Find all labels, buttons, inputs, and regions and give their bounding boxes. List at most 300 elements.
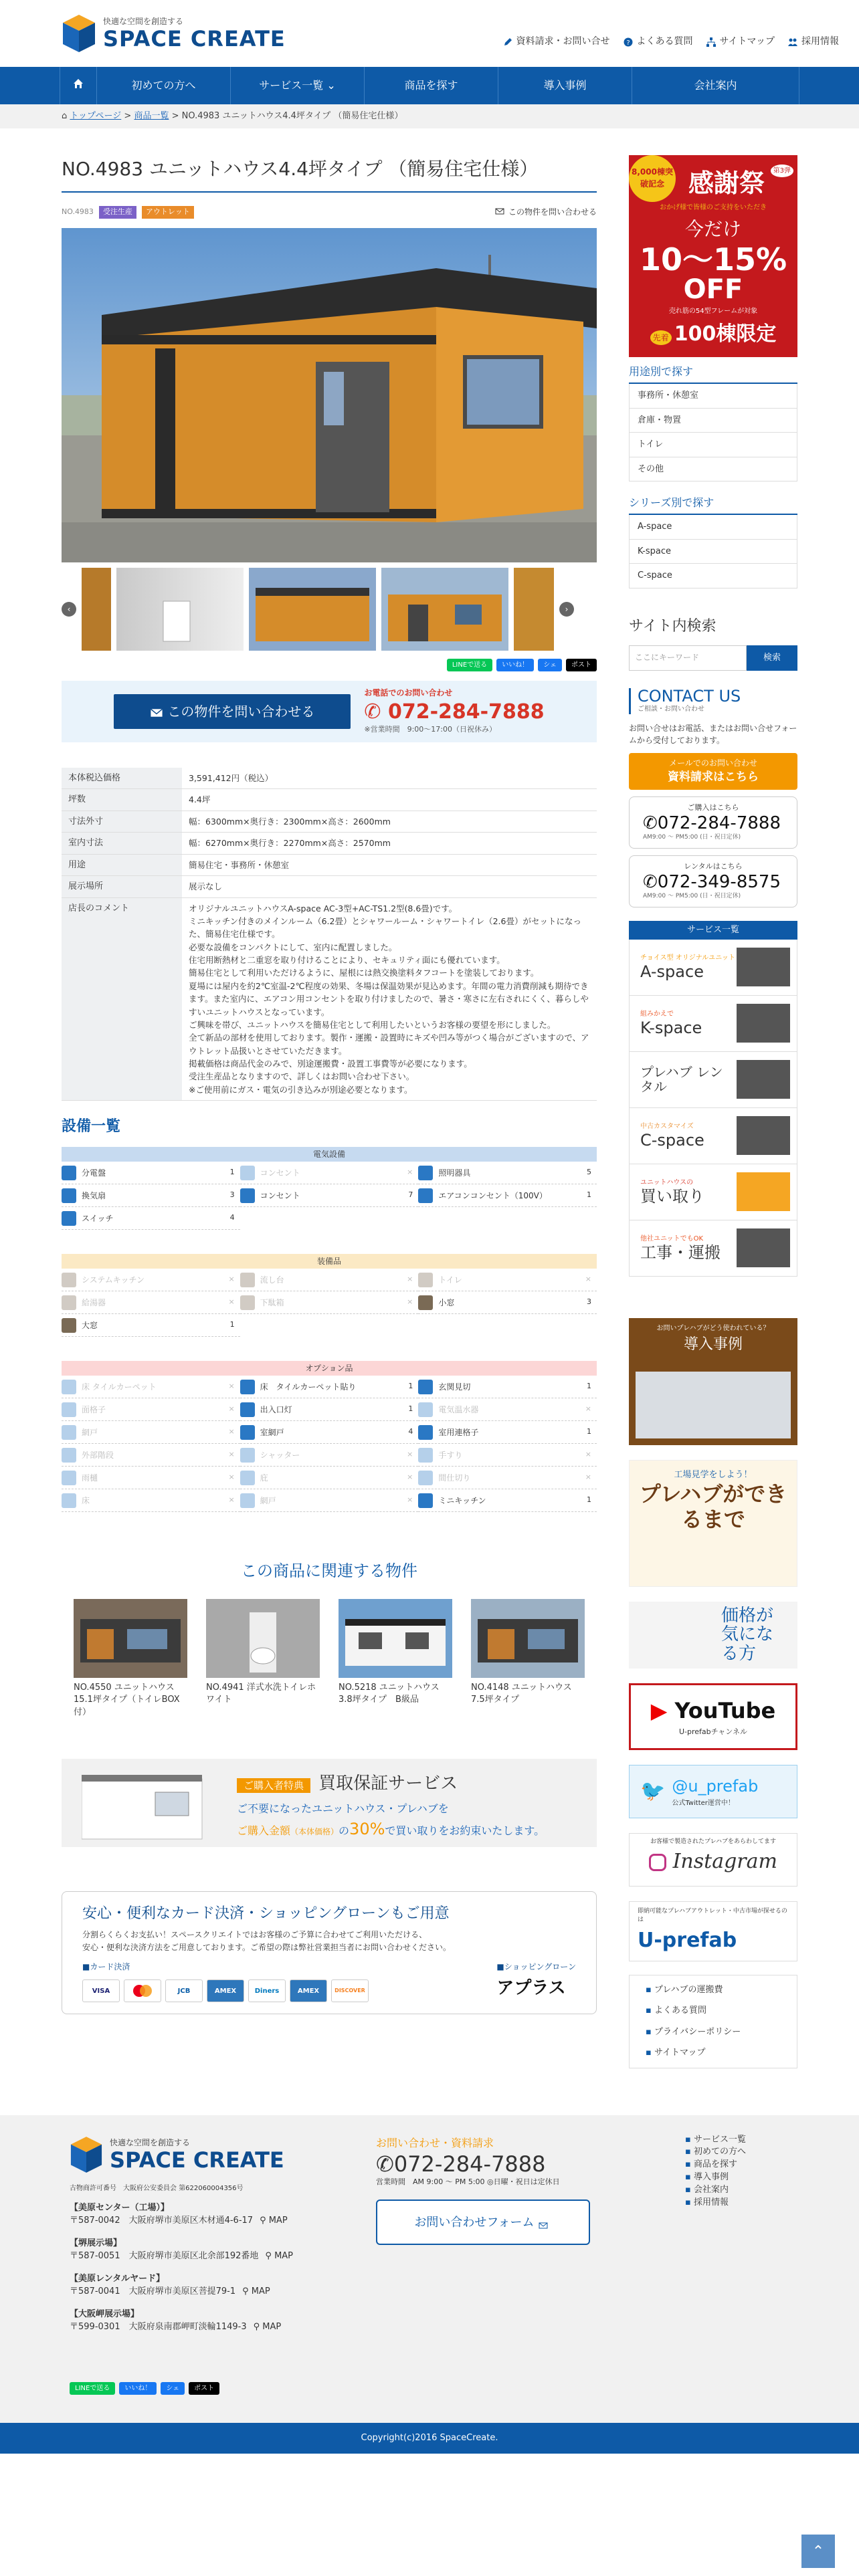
footer-link[interactable] (685, 2184, 746, 2197)
product-contact-button[interactable] (114, 694, 351, 729)
sidebar-use-link[interactable]: トイレ (629, 433, 797, 457)
crumb-current: NO.4983 ユニットハウス4.4坪タイプ （簡易住宅仕様） (181, 111, 403, 121)
factory-sub: 工場見学をしよう！ (674, 1469, 753, 1480)
spec-table (62, 768, 597, 1101)
facebook-like-button[interactable]: いいね！ (119, 2382, 157, 2395)
factory-title: プレハブができるまで (639, 1481, 787, 1533)
breadcrumb (0, 104, 859, 128)
thumbnail[interactable] (82, 568, 111, 651)
related-image (471, 1599, 585, 1678)
equipment-section (62, 1361, 597, 1512)
nav-first-time[interactable]: 初めての方へ (97, 67, 231, 104)
twitter-sub: 公式Twitter運営中！ (672, 1800, 735, 1807)
equipment-icon (240, 1471, 255, 1485)
service-item[interactable] (629, 1052, 797, 1108)
payment-title: 安心・便利なカード決済・ショッピングローンもご用意 (82, 1905, 450, 1922)
crumb-sep: > (124, 111, 132, 121)
service-item[interactable] (629, 1108, 797, 1164)
line-share-button[interactable]: LINEで送る (447, 659, 492, 671)
services-menu (629, 921, 797, 1277)
equipment-name: トイレ (438, 1275, 462, 1285)
office-map-link[interactable] (242, 2286, 270, 2296)
equipment-count: × (407, 1168, 413, 1177)
equipment-count: 3 (229, 1190, 235, 1200)
footer-links (685, 2134, 746, 2210)
equipment-section (62, 1147, 597, 1230)
office-map-link[interactable] (260, 2216, 288, 2226)
service-name: C-space (640, 1131, 704, 1150)
office-address-text: 〒587-0051 大阪府堺市美原区北余部192番地 (70, 2251, 259, 2261)
office-address (70, 2285, 351, 2298)
equipment-name: ミニキッチン (438, 1495, 486, 1505)
bullet-icon: ▪ (646, 1984, 654, 1995)
carousel-next-button[interactable]: › (559, 602, 574, 617)
equipment-icon (418, 1273, 433, 1287)
sidebar-series-link[interactable]: K-space (629, 540, 797, 564)
bullet-icon: ▪ (646, 2026, 654, 2037)
equipment-count: 1 (229, 1320, 235, 1329)
chevron-up-icon: ⌃ (812, 2543, 825, 2560)
equipment-icon (418, 1295, 433, 1310)
toplink-contact[interactable] (503, 35, 610, 49)
sidebar-footer-link[interactable] (639, 1979, 787, 2001)
purchase-phone-number: 072-284-7888 (657, 813, 781, 833)
related-item[interactable] (339, 1599, 452, 1719)
equipment-name: 床 タイルカーペット貼り (260, 1382, 357, 1392)
equipment-item (62, 1489, 240, 1512)
equipment-item (418, 1444, 597, 1467)
footer-company (70, 2135, 351, 2395)
spec-key: 寸法外寸 (62, 811, 182, 833)
service-item[interactable] (629, 1164, 797, 1220)
related-title: この商品に関連する物件 (241, 1562, 417, 1581)
banner-off: OFF (683, 274, 743, 306)
equipment-count: 4 (408, 1427, 413, 1436)
bullet-icon: ▪ (685, 2184, 694, 2195)
equipment-name: コンセント (260, 1168, 300, 1178)
related-image (74, 1599, 187, 1678)
equipment-icon (240, 1493, 255, 1508)
equipment-item (62, 1467, 240, 1489)
equipment-icon (418, 1493, 433, 1508)
equipment-item (418, 1489, 597, 1512)
equipment-item (62, 1421, 240, 1444)
footer-form-label: お問い合わせフォーム (414, 2215, 535, 2230)
service-name: 工事・運搬 (640, 1243, 721, 1263)
thumbnail[interactable] (514, 568, 554, 651)
sidebar-series-link[interactable]: A-space (629, 515, 797, 540)
by-series-list (629, 515, 797, 588)
ask-about-link[interactable] (495, 206, 597, 218)
bullet-icon: ▪ (685, 2159, 694, 2170)
spec-key: 展示場所 (62, 876, 182, 898)
site-search-title: サイト内検索 (629, 617, 717, 635)
mail-icon (150, 705, 163, 718)
thumbnail[interactable] (249, 568, 376, 651)
equipment-count: × (585, 1450, 591, 1459)
equipment-icon (62, 1188, 76, 1203)
product-contact-box (62, 681, 597, 742)
bullet-icon: ▪ (685, 2172, 694, 2183)
toplink-sitemap[interactable] (706, 35, 775, 49)
banner-limit: 100棟限定 (674, 322, 777, 346)
buyback-banner[interactable] (62, 1759, 597, 1847)
mail-request-button[interactable] (629, 753, 797, 790)
buyback-title: 買取保証サービス (318, 1773, 458, 1794)
twitter-handle: @u_prefab (672, 1777, 759, 1796)
equipment-item (62, 1444, 240, 1467)
service-sub: 他社ユニットでもOK (640, 1235, 704, 1243)
price-title: 価格が気になる方 (721, 1605, 774, 1664)
nav-services[interactable]: サービス一覧 ⌄ (231, 67, 365, 104)
discover-logo: DISCOVER (331, 1979, 369, 2002)
card-logos (82, 1979, 369, 2002)
factory-banner[interactable] (629, 1460, 797, 1587)
diners-logo: Diners (248, 1979, 286, 2002)
bullet-icon: ▪ (646, 2006, 654, 2016)
payment-banner[interactable] (62, 1891, 597, 2014)
instagram-icon (649, 1854, 666, 1871)
office-address-text: 〒599-0301 大阪府泉南郡岬町淡輪1149-3 (70, 2322, 247, 2332)
footer-link-label: 会社案内 (693, 2184, 729, 2195)
equipment-icon (62, 1448, 76, 1463)
equipment-item (418, 1398, 597, 1421)
visa-logo: VISA (82, 1979, 120, 2002)
office-map-link[interactable] (254, 2322, 282, 2332)
equipment-item (62, 1314, 240, 1337)
sidebar-use-link[interactable]: その他 (629, 457, 797, 482)
equipment-item (240, 1376, 419, 1398)
equipment-icon (62, 1273, 76, 1287)
bullet-icon: ▪ (685, 2197, 694, 2208)
spec-key: 室内寸法 (62, 833, 182, 855)
product-contact-label: この物件を問い合わせる (167, 703, 315, 720)
buyback-badge: ご購入者特典 (237, 1778, 310, 1793)
spec-row (62, 897, 597, 1101)
instagram-title: Instagram (672, 1850, 777, 1873)
equipment-name: 網戸 (82, 1427, 98, 1437)
equipment-name: コンセント (260, 1190, 300, 1200)
contact-text: お問い合せはお電話、またはお問い合せフォームから受付しております。 (629, 723, 797, 745)
services-title: サービス一覧 (629, 921, 797, 940)
nav-company[interactable]: 会社案内 (632, 67, 799, 104)
equipment-count: 1 (229, 1168, 235, 1177)
service-item[interactable] (629, 996, 797, 1052)
equipment-section-title: 電気設備 (62, 1147, 597, 1162)
spec-row (62, 833, 597, 855)
purchase-phone-label: ご購入はこちら (687, 803, 739, 812)
equipment-count: × (585, 1473, 591, 1482)
rental-phone-box[interactable] (629, 855, 797, 907)
bullet-icon: ▪ (685, 2147, 694, 2157)
equipment-name: 間仕切り (438, 1473, 471, 1483)
service-text (640, 1234, 727, 1261)
thumbnail[interactable] (381, 568, 508, 651)
related-item[interactable] (206, 1599, 320, 1719)
service-image (737, 1172, 790, 1211)
cases-banner[interactable] (629, 1318, 797, 1445)
equipment-name: 給湯器 (82, 1297, 106, 1307)
payment-text: 分割らくらくお支払い！スペースクリエイトではお客様のご予算に合わせてご利用いただける、 安心・便利な決済方法をご用意しております。ご希望の際は弊社営業担当者にお問い合わせください。 (82, 1929, 452, 1952)
equipment-name: 庇 (260, 1473, 268, 1483)
purchase-phone-box[interactable] (629, 796, 797, 849)
equipment-count: 1 (586, 1190, 591, 1200)
footer-link[interactable] (685, 2159, 746, 2171)
facebook-like-button[interactable]: いいね！ (496, 659, 534, 671)
site-footer (0, 2115, 859, 2423)
toplink-recruit-label: 採用情報 (801, 36, 839, 47)
service-item[interactable] (629, 940, 797, 996)
contact-subtitle: ご相談・お問い合わせ (638, 705, 704, 713)
spec-value: 展示なし (182, 876, 597, 898)
price-banner[interactable] (629, 1602, 797, 1669)
toplink-faq[interactable] (624, 35, 693, 49)
spec-value: 簡易住宅・事務所・休憩室 (182, 854, 597, 876)
equipment-count: × (228, 1473, 235, 1482)
office (70, 2308, 351, 2334)
uprefab-title: U-prefab (638, 1928, 737, 1952)
office-map-label: MAP (274, 2251, 294, 2261)
cases-title: 導入事例 (683, 1335, 743, 1353)
carousel-prev-button[interactable]: ‹ (62, 602, 76, 617)
equipment-name: 電気温水器 (438, 1404, 479, 1414)
product-main-image[interactable] (62, 228, 597, 562)
equipment-count: × (228, 1495, 235, 1505)
footer-logo[interactable] (70, 2135, 351, 2174)
equipment-count: 5 (586, 1168, 591, 1177)
by-use-title: 用途別で探す (629, 364, 797, 384)
equipment-icon (62, 1295, 76, 1310)
office-map-link[interactable] (265, 2251, 293, 2261)
logo-cube-icon (70, 2135, 103, 2174)
sidebar-footer-link-label: よくある質問 (654, 2006, 706, 2016)
site-search (629, 615, 797, 671)
sidebar-series-link[interactable]: C-space (629, 564, 797, 588)
youtube-banner[interactable] (629, 1683, 797, 1750)
equipment-item (240, 1184, 419, 1207)
phone-number[interactable] (364, 699, 544, 725)
sidebar-use-link[interactable]: 倉庫・物置 (629, 409, 797, 433)
equipment-icon (240, 1448, 255, 1463)
equipment-count: 1 (586, 1382, 591, 1391)
cases-photo (636, 1372, 791, 1438)
sidebar-footer-link-label: サイトマップ (654, 2048, 706, 2058)
related-caption: NO.4550 ユニットハウス15.1坪タイプ（トイレBOX付） (74, 1683, 180, 1717)
service-item[interactable] (629, 1220, 797, 1277)
footer-hours: 営業時間 AM 9:00 ～ PM 5:00 ◎日曜・祝日は定休日 (376, 2177, 560, 2186)
equipment-section-title: オプション品 (62, 1361, 597, 1376)
spec-value: 4.4坪 (182, 789, 597, 811)
sidebar-use-link[interactable]: 事務所・休憩室 (629, 384, 797, 409)
sale-banner[interactable] (629, 155, 797, 357)
buyback-body-price: （本体価格） (290, 1826, 339, 1836)
equipment-grid (62, 1269, 597, 1337)
office-map-label: MAP (251, 2286, 270, 2296)
search-input[interactable]: ここにキーワード (629, 645, 747, 671)
equipment-count: × (585, 1404, 591, 1414)
office (70, 2237, 351, 2263)
buyback-line2 (237, 1817, 585, 1841)
content-wrap (0, 155, 859, 2068)
spec-key: 坪数 (62, 789, 182, 811)
phone-icon: ✆ (643, 871, 658, 892)
equipment-count: × (228, 1450, 235, 1459)
office-address (70, 2214, 351, 2228)
sidebar-footer-link-label: プライバシーポリシー (654, 2026, 741, 2037)
equipment-icon (240, 1380, 255, 1394)
equipment-grid (62, 1162, 597, 1230)
equipment-item (62, 1398, 240, 1421)
rental-phone-label: レンタルはこちら (684, 862, 743, 871)
spec-key: 用途 (62, 854, 182, 876)
rental-phone-number: 072-349-8575 (657, 871, 781, 892)
service-name: 買い取り (640, 1187, 704, 1206)
youtube-play-icon: ▶ (650, 1697, 668, 1723)
toplink-faq-label: よくある質問 (636, 36, 693, 47)
equipment-count: × (228, 1297, 235, 1307)
equipment-name: 雨樋 (82, 1473, 98, 1483)
banner-thanks: おかげ様で皆様のご支持をいただき (660, 204, 767, 211)
phone-number-text: 072-284-7888 (387, 700, 545, 724)
crumb-top[interactable]: トップページ (70, 111, 122, 121)
office-address-text: 〒587-0042 大阪府堺市美原区木材通4-6-17 (70, 2216, 254, 2226)
footer-form-button[interactable] (376, 2199, 590, 2245)
footer-link[interactable] (685, 2134, 746, 2147)
equipment-name: 小窓 (438, 1297, 455, 1307)
footer-brand: SPACE CREATE (110, 2147, 284, 2173)
equipment-item (240, 1162, 419, 1184)
nav-home[interactable] (60, 67, 97, 104)
footer-tagline: 快適な空間を創造する (110, 2137, 191, 2147)
sidebar-footer-link[interactable] (639, 2022, 787, 2043)
instagram-sub: お客様で製造されたプレハブをあらわしてます (650, 1838, 776, 1845)
facebook-share-button[interactable]: シェ (538, 659, 562, 671)
related-item[interactable] (471, 1599, 585, 1719)
instagram-banner[interactable] (629, 1833, 797, 1887)
cases-sub: お問いプレハブがどう使われている？ (656, 1324, 770, 1332)
office-name: 【堺展示場】 (70, 2238, 122, 2248)
equipment-grid (62, 1376, 597, 1512)
badge-made-to-order: 受注生産 (99, 206, 136, 219)
equipment-name: 床 タイルカーペット (82, 1382, 157, 1392)
home-icon (73, 78, 84, 94)
banner-note: 売れ筋の54型フレームが対象 (668, 308, 758, 316)
x-post-button[interactable]: ポスト (189, 2382, 219, 2395)
uprefab-banner[interactable] (629, 1901, 797, 1961)
equipment-icon (240, 1166, 255, 1180)
equipment-icon (62, 1493, 76, 1508)
related-item[interactable] (74, 1599, 187, 1719)
equipment-item (62, 1269, 240, 1291)
equipment-name: エアコンコンセント（100V） (438, 1190, 547, 1200)
main-column (62, 155, 597, 2068)
equipment-name: 分電盤 (82, 1168, 106, 1178)
spec-value: 幅：6300mm×奥行き：2300mm×高さ：2600mm (182, 811, 597, 833)
footer-link[interactable] (685, 2146, 746, 2159)
phone-hours: ※営業時間 9:00～17:00（日祝休み） (364, 724, 496, 734)
back-to-top-button[interactable] (801, 2535, 835, 2568)
crumb-list[interactable]: 商品一覧 (134, 111, 169, 121)
equipment-count: × (407, 1473, 413, 1482)
equipment-item (240, 1291, 419, 1314)
footer-link[interactable] (685, 2171, 746, 2184)
footer-link[interactable] (685, 2197, 746, 2210)
buyback-percent: 30% (349, 1819, 385, 1838)
nav-cases[interactable]: 導入事例 (498, 67, 632, 104)
product-number: NO.4983 (62, 207, 94, 216)
mastercard-logo (124, 1979, 161, 2002)
equipment-item (240, 1444, 419, 1467)
equipment-name: 網戸 (260, 1495, 276, 1505)
sidebar-links (629, 1975, 797, 2068)
footer-link-label: 商品を探す (693, 2159, 737, 2170)
footer-offices (70, 2202, 351, 2334)
equipment-name: 出入口灯 (260, 1404, 292, 1414)
site-logo[interactable] (62, 13, 286, 53)
buyback-purchase: ご購入金額 (237, 1824, 291, 1837)
related-caption: NO.4941 洋式水洗トイレホワイト (206, 1683, 316, 1705)
bullet-icon: ▪ (685, 2134, 694, 2145)
equipment-name: 外部階段 (82, 1450, 114, 1460)
office-address-text: 〒587-0041 大阪府堺市美原区菩提79-1 (70, 2286, 236, 2296)
crumb-sep: > (171, 111, 179, 121)
equipment-icon (418, 1166, 433, 1180)
toplink-sitemap-label: サイトマップ (719, 36, 775, 47)
office-map-label: MAP (268, 2216, 288, 2226)
spec-value: 3,591,412円（税込） (182, 768, 597, 789)
sidebar-footer-link[interactable] (639, 2000, 787, 2022)
service-name: K-space (640, 1018, 702, 1038)
footer-phone[interactable]: 072-284-7888 (393, 2151, 546, 2177)
equipment-list (62, 1147, 597, 1512)
equipment-item (240, 1398, 419, 1421)
equipment-icon (62, 1380, 76, 1394)
crumb-home-icon: ⌂ (62, 111, 68, 121)
nav-products[interactable]: 商品を探す (365, 67, 498, 104)
equipment-name: シャッター (260, 1450, 300, 1460)
service-text (640, 1065, 727, 1094)
office-map-label: MAP (262, 2322, 282, 2332)
toplink-recruit[interactable] (788, 35, 839, 49)
office-name: 【大阪岬展示場】 (70, 2309, 140, 2319)
aplus-logo: アプラス (496, 1978, 566, 1999)
service-name: A-space (640, 962, 704, 982)
by-series-title: シリーズ別で探す (629, 495, 797, 515)
footer-license: 古物商許可番号 大阪府公安委員会 第622060004356号 (70, 2184, 244, 2192)
equipment-item (62, 1291, 240, 1314)
x-post-button[interactable]: ポスト (566, 659, 597, 671)
equipment-name: スイッチ (82, 1213, 114, 1223)
equipment-icon (240, 1295, 255, 1310)
product-phone (364, 688, 544, 734)
twitter-banner[interactable] (629, 1765, 797, 1818)
thumbnail-carousel (62, 568, 597, 651)
sidebar-footer-link[interactable] (639, 2042, 787, 2064)
service-image (737, 1228, 790, 1267)
footer-share (70, 2382, 351, 2395)
sidebar-footer-link-label: プレハブの運搬費 (654, 1984, 723, 1995)
thumbnail[interactable] (116, 568, 244, 651)
equipment-count: × (407, 1275, 413, 1284)
search-button[interactable]: 検索 (747, 645, 797, 671)
share-buttons (62, 659, 597, 671)
line-share-button[interactable]: LINEで送る (70, 2382, 115, 2395)
service-name: プレハブ レンタル (640, 1064, 723, 1095)
banner-count: 8,000棟突破記念 (629, 155, 676, 202)
facebook-share-button[interactable]: シェ (161, 2382, 185, 2395)
equipment-icon (62, 1318, 76, 1333)
phone-icon: ✆ (643, 813, 658, 833)
